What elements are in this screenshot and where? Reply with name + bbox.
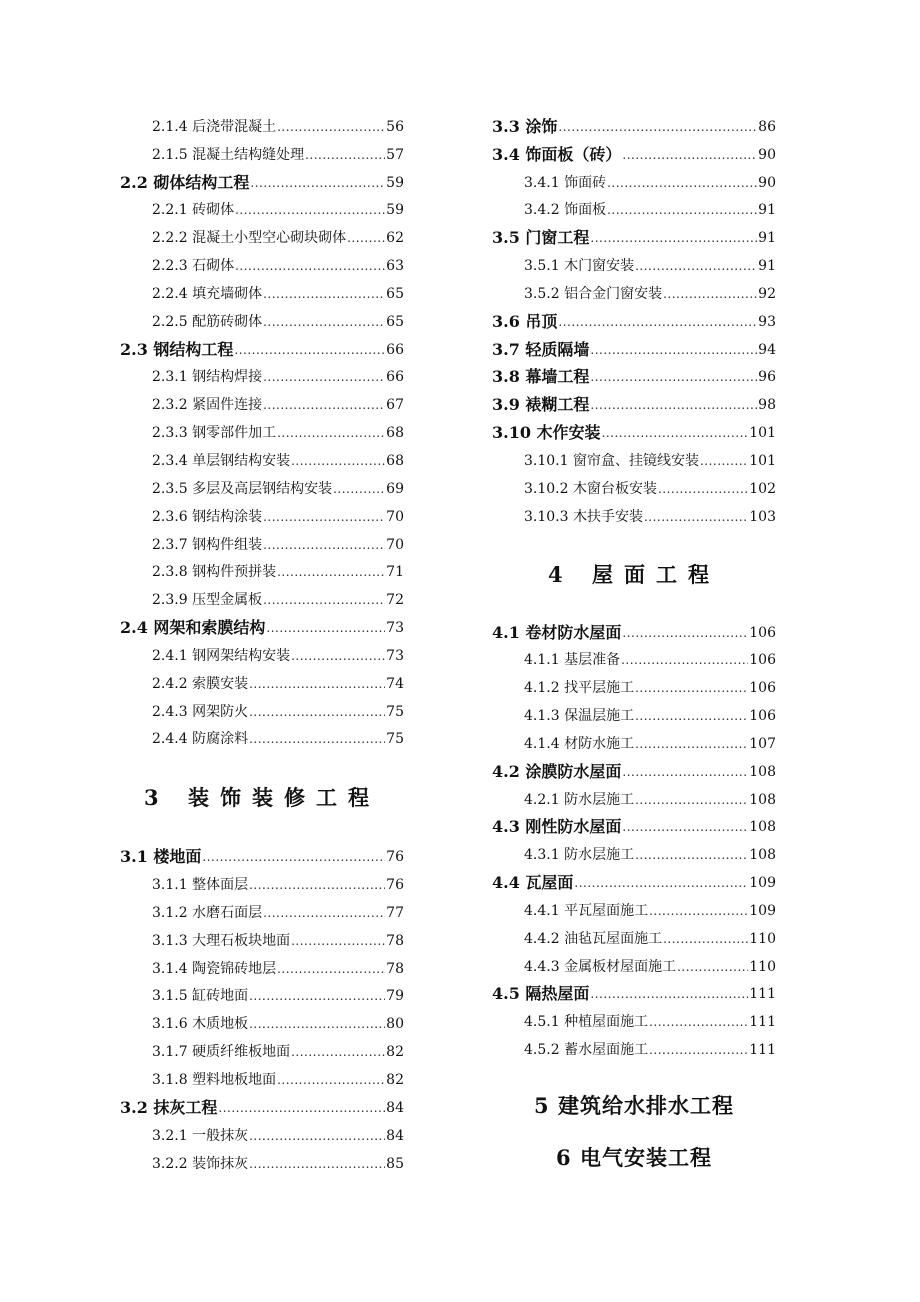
dot-leader <box>649 1015 748 1029</box>
toc-entry[interactable] <box>120 307 404 335</box>
toc-entry-page-number: 78 <box>386 932 404 949</box>
toc-entry[interactable] <box>492 502 776 530</box>
toc-entry-page-number: 92 <box>758 285 776 302</box>
toc-entry-page-number: 90 <box>758 146 776 163</box>
toc-entry[interactable] <box>120 725 404 753</box>
dot-leader <box>249 705 385 719</box>
toc-entry[interactable] <box>120 1037 404 1065</box>
dot-leader <box>291 454 385 468</box>
toc-entry[interactable] <box>492 646 776 674</box>
dot-leader <box>621 653 748 667</box>
toc-entry[interactable] <box>120 446 404 474</box>
toc-entry[interactable] <box>120 898 404 926</box>
toc-entry[interactable] <box>120 279 404 307</box>
toc-entry-title: 4.1.4 材防水施工 <box>524 735 635 752</box>
toc-entry[interactable] <box>492 140 776 168</box>
dot-leader <box>590 987 748 1001</box>
dot-leader <box>263 287 385 301</box>
toc-entry-title: 4.2.1 防水层施工 <box>524 791 635 808</box>
toc-entry-title: 3.2 抹灰工程 <box>120 1097 218 1117</box>
dot-leader <box>305 148 385 162</box>
dot-leader <box>249 677 385 691</box>
dot-leader <box>602 426 749 440</box>
toc-entry[interactable] <box>492 1035 776 1063</box>
toc-entry-page-number: 80 <box>386 1016 404 1033</box>
toc-entry[interactable] <box>492 390 776 418</box>
toc-entry-page-number: 109 <box>749 902 776 919</box>
toc-entry[interactable] <box>120 954 404 982</box>
toc-entry[interactable] <box>120 1149 404 1177</box>
toc-entry[interactable] <box>492 251 776 279</box>
dot-leader <box>266 621 385 635</box>
toc-entry[interactable] <box>120 251 404 279</box>
toc-entry-page-number: 66 <box>386 341 404 358</box>
toc-entry-title: 3.1.4 陶瓷锦砖地层 <box>152 960 277 977</box>
dot-leader <box>202 850 385 864</box>
toc-entry-page-number: 74 <box>386 675 404 692</box>
toc-entry-title: 2.4.4 防腐涂料 <box>152 731 249 748</box>
toc-entry-title: 4.5.2 蓄水屋面施工 <box>524 1042 649 1059</box>
toc-entry-title: 3.1.2 水磨石面层 <box>152 904 263 921</box>
dot-leader <box>235 203 385 217</box>
toc-entry[interactable] <box>120 363 404 391</box>
toc-entry[interactable] <box>492 840 776 868</box>
toc-entry-page-number: 82 <box>386 1072 404 1088</box>
toc-entry-title: 4.4 瓦屋面 <box>492 873 574 893</box>
toc-entry[interactable] <box>120 390 404 418</box>
dot-leader <box>649 1043 748 1057</box>
toc-entry[interactable] <box>120 140 404 168</box>
toc-entry-title: 4.4.3 金属板材屋面施工 <box>524 958 677 975</box>
toc-entry-title: 4.1.1 基层准备 <box>524 652 621 669</box>
toc-entry[interactable] <box>120 196 404 224</box>
toc-section-2 <box>120 112 404 752</box>
toc-entry-page-number: 76 <box>386 849 404 866</box>
toc-entry-title: 4.5 隔热屋面 <box>492 984 590 1004</box>
toc-entry-page-number: 106 <box>749 680 776 697</box>
toc-entry-title: 4.1 卷材防水屋面 <box>492 622 622 642</box>
toc-entry[interactable] <box>120 223 404 251</box>
toc-entry-title: 3.10.3 木扶手安装 <box>524 508 643 525</box>
dot-leader <box>347 231 385 245</box>
dot-leader <box>277 120 385 134</box>
toc-entry[interactable] <box>120 1121 404 1149</box>
toc-entry-title: 2.3.6 钢结构涂装 <box>152 508 263 525</box>
dot-leader <box>663 932 748 946</box>
toc-entry[interactable] <box>120 613 404 641</box>
toc-entry-title: 3.1.3 大理石板块地面 <box>152 932 291 949</box>
dot-leader <box>249 989 385 1003</box>
toc-entry-page-number: 91 <box>758 230 776 247</box>
toc-entry[interactable] <box>492 474 776 502</box>
toc-entry-title: 2.3 钢结构工程 <box>120 339 234 359</box>
toc-entry-page-number: 71 <box>386 564 404 581</box>
toc-entry[interactable] <box>492 701 776 729</box>
chapter-5-heading: 5 建筑给水排水工程 <box>534 1093 734 1119</box>
dot-leader <box>700 454 748 468</box>
toc-entry-page-number: 66 <box>386 369 404 386</box>
toc-entry-title: 3.3 涂饰 <box>492 116 558 136</box>
dot-leader <box>622 765 748 779</box>
dot-leader <box>649 904 748 918</box>
toc-entry-title: 2.4.2 索膜安装 <box>152 675 249 692</box>
toc-entry-title: 2.2 砌体结构工程 <box>120 172 250 192</box>
toc-entry-page-number: 101 <box>749 452 776 469</box>
toc-entry-title: 3.7 轻质隔墙 <box>492 339 590 359</box>
toc-entry-title: 3.1.5 缸砖地面 <box>152 988 249 1005</box>
dot-leader <box>218 1101 385 1115</box>
dot-leader <box>677 960 748 974</box>
toc-entry-title: 2.3.7 钢构件组装 <box>152 536 263 553</box>
toc-entry-title: 2.2.2 混凝土小型空心砌块砌体 <box>152 230 347 247</box>
toc-entry[interactable] <box>120 926 404 954</box>
toc-entry-page-number: 75 <box>386 731 404 748</box>
toc-entry[interactable] <box>492 112 776 140</box>
toc-entry[interactable] <box>492 335 776 363</box>
dot-leader <box>291 1045 385 1059</box>
chapter-4-heading: 4 屋面工程 <box>548 561 720 587</box>
toc-entry[interactable] <box>120 669 404 697</box>
toc-entry[interactable] <box>120 502 404 530</box>
toc-entry-title: 2.3.1 钢结构焊接 <box>152 369 263 386</box>
toc-entry[interactable] <box>120 168 404 196</box>
toc-entry-page-number: 72 <box>386 592 404 609</box>
toc-entry-page-number: 59 <box>386 202 404 219</box>
toc-entry-title: 3.5.1 木门窗安装 <box>524 258 635 275</box>
toc-entry[interactable] <box>120 585 404 613</box>
toc-entry-title: 3.8 幕墙工程 <box>492 367 590 387</box>
toc-entry-title: 4.2 涂膜防水屋面 <box>492 761 622 781</box>
toc-entry-page-number: 90 <box>758 174 776 191</box>
dot-leader <box>635 848 748 862</box>
toc-entry-page-number: 56 <box>386 118 404 135</box>
toc-entry-title: 3.5 门窗工程 <box>492 228 590 248</box>
toc-entry-title: 3.4.1 饰面砖 <box>524 174 607 191</box>
toc-entry-title: 3.1 楼地面 <box>120 847 202 867</box>
dot-leader <box>607 203 757 217</box>
toc-entry-page-number: 91 <box>758 258 776 275</box>
dot-leader <box>635 737 748 751</box>
toc-entry[interactable] <box>492 1007 776 1035</box>
toc-entry-page-number: 68 <box>386 452 404 469</box>
toc-entry-title: 4.4.2 油毡瓦屋面施工 <box>524 930 663 947</box>
toc-entry-page-number: 85 <box>386 1155 404 1172</box>
dot-leader <box>291 934 385 948</box>
toc-entry-page-number: 98 <box>758 397 776 414</box>
toc-entry-page-number: 62 <box>386 230 404 247</box>
toc-entry-title: 2.3.3 钢零部件加工 <box>152 425 277 442</box>
toc-entry-page-number: 78 <box>386 960 404 977</box>
toc-entry-title: 3.1.6 木质地板 <box>152 1016 249 1033</box>
toc-entry-title: 2.3.4 单层钢结构安装 <box>152 452 291 469</box>
toc-entry[interactable] <box>492 196 776 224</box>
toc-entry-title: 4.1.2 找平层施工 <box>524 680 635 697</box>
toc-entry-page-number: 110 <box>749 958 776 975</box>
toc-entry[interactable] <box>492 757 776 785</box>
toc-entry[interactable] <box>120 1009 404 1037</box>
dot-leader <box>622 148 757 162</box>
toc-entry[interactable] <box>120 558 404 586</box>
toc-entry-title: 4.3.1 防水层施工 <box>524 847 635 864</box>
dot-leader <box>249 732 385 746</box>
dot-leader <box>277 1073 385 1087</box>
toc-entry[interactable] <box>120 530 404 558</box>
toc-entry-page-number: 77 <box>386 904 404 921</box>
toc-entry-title: 4.4.1 平瓦屋面施工 <box>524 902 649 919</box>
toc-entry-page-number: 102 <box>749 480 776 497</box>
toc-entry-page-number: 108 <box>749 791 776 808</box>
toc-entry-page-number: 106 <box>749 708 776 725</box>
dot-leader <box>234 343 385 357</box>
toc-entry[interactable] <box>120 418 404 446</box>
toc-entry[interactable] <box>120 335 404 363</box>
toc-entry-page-number: 70 <box>386 536 404 553</box>
dot-leader <box>263 538 385 552</box>
toc-entry-title: 3.2.1 一般抹灰 <box>152 1127 249 1144</box>
toc-entry[interactable] <box>492 896 776 924</box>
dot-leader <box>590 398 757 412</box>
toc-entry-page-number: 76 <box>386 877 404 894</box>
dot-leader <box>574 876 748 890</box>
toc-entry-title: 3.10 木作安装 <box>492 423 601 443</box>
dot-leader <box>590 370 757 384</box>
toc-entry-page-number: 70 <box>386 508 404 525</box>
dot-leader <box>635 259 757 273</box>
dot-leader <box>263 593 385 607</box>
toc-entry[interactable] <box>120 641 404 669</box>
toc-entry-page-number: 96 <box>758 369 776 386</box>
dot-leader <box>263 398 385 412</box>
toc-entry-title: 2.2.1 砖砌体 <box>152 202 235 219</box>
chapter-6-heading: 6 电气安装工程 <box>556 1145 712 1171</box>
dot-leader <box>622 626 748 640</box>
toc-entry[interactable] <box>120 1093 404 1121</box>
dot-leader <box>277 426 385 440</box>
dot-leader <box>590 343 757 357</box>
dot-leader <box>263 906 385 920</box>
toc-entry-page-number: 59 <box>386 174 404 191</box>
toc-entry-title: 3.1.8 塑料地板地面 <box>152 1072 277 1088</box>
toc-entry-title: 2.3.2 紧固件连接 <box>152 397 263 414</box>
toc-entry-title: 3.2.2 装饰抹灰 <box>152 1155 249 1172</box>
dot-leader <box>635 793 748 807</box>
dot-leader <box>658 482 748 496</box>
toc-entry-title: 4.3 刚性防水屋面 <box>492 817 622 837</box>
toc-entry-title: 3.1.7 硬质纤维板地面 <box>152 1044 291 1061</box>
toc-entry[interactable] <box>120 697 404 725</box>
toc-entry-title: 4.1.3 保温层施工 <box>524 708 635 725</box>
toc-section-3 <box>120 842 404 1176</box>
toc-entry[interactable] <box>120 1065 404 1093</box>
toc-entry-page-number: 106 <box>749 624 776 641</box>
dot-leader <box>663 287 757 301</box>
toc-entry[interactable] <box>120 982 404 1010</box>
toc-entry-page-number: 65 <box>386 313 404 330</box>
dot-leader <box>235 259 385 273</box>
toc-entry-page-number: 84 <box>386 1127 404 1144</box>
toc-entry-page-number: 111 <box>749 1042 776 1059</box>
dot-leader <box>249 878 385 892</box>
toc-entry-title: 2.3.8 钢构件预拼装 <box>152 564 277 581</box>
toc-column-left <box>120 112 404 1177</box>
toc-entry[interactable] <box>492 673 776 701</box>
toc-entry[interactable] <box>492 980 776 1008</box>
toc-entry-title: 4.5.1 种植屋面施工 <box>524 1014 649 1031</box>
toc-entry-title: 2.3.5 多层及高层钢结构安装 <box>152 480 333 497</box>
toc-entry[interactable] <box>492 729 776 757</box>
dot-leader <box>277 962 385 976</box>
dot-leader <box>622 820 748 834</box>
toc-entry-title: 3.10.1 窗帘盒、挂镜线安装 <box>524 452 699 469</box>
toc-entry-title: 3.4 饰面板（砖） <box>492 144 622 164</box>
toc-entry[interactable] <box>492 223 776 251</box>
dot-leader <box>607 176 757 190</box>
toc-entry-page-number: 109 <box>749 875 776 892</box>
toc-column-right <box>492 112 776 1177</box>
toc-entry-title: 3.4.2 饰面板 <box>524 202 607 219</box>
toc-entry-page-number: 63 <box>386 258 404 275</box>
toc-entry-page-number: 103 <box>749 508 776 525</box>
toc-entry[interactable] <box>492 446 776 474</box>
toc-entry-page-number: 82 <box>386 1044 404 1061</box>
toc-entry-page-number: 75 <box>386 703 404 720</box>
dot-leader <box>250 176 385 190</box>
toc-entry[interactable] <box>492 418 776 446</box>
toc-entry[interactable] <box>120 870 404 898</box>
toc-entry-title: 2.3.9 压型金属板 <box>152 592 263 609</box>
toc-entry-title: 3.5.2 铝合金门窗安装 <box>524 285 663 302</box>
toc-entry-page-number: 65 <box>386 285 404 302</box>
toc-entry-page-number: 91 <box>758 202 776 219</box>
toc-entry-page-number: 110 <box>749 930 776 947</box>
toc-entry[interactable] <box>492 618 776 646</box>
toc-entry[interactable] <box>492 279 776 307</box>
dot-leader <box>333 482 385 496</box>
toc-section-3-cont <box>492 112 776 530</box>
toc-entry[interactable] <box>492 952 776 980</box>
toc-entry-page-number: 107 <box>749 735 776 752</box>
toc-section-4 <box>492 618 776 1064</box>
toc-entry-title: 2.4.1 钢网架结构安装 <box>152 647 291 664</box>
toc-entry-page-number: 108 <box>749 819 776 836</box>
toc-entry-title: 2.4 网架和索膜结构 <box>120 618 266 638</box>
toc-entry-title: 2.1.5 混凝土结构缝处理 <box>152 146 305 163</box>
toc-entry-title: 3.9 裱糊工程 <box>492 395 590 415</box>
toc-entry-title: 2.2.4 填充墙砌体 <box>152 285 263 302</box>
toc-entry-title: 3.10.2 木窗台板安装 <box>524 480 657 497</box>
toc-entry[interactable] <box>120 842 404 870</box>
toc-entry-page-number: 73 <box>386 647 404 664</box>
chapter-3-heading: 3 装饰装修工程 <box>144 785 380 811</box>
dot-leader <box>590 231 757 245</box>
dot-leader <box>635 681 748 695</box>
toc-entry-page-number: 106 <box>749 652 776 669</box>
toc-entry-title: 2.4.3 网架防火 <box>152 703 249 720</box>
dot-leader <box>249 1157 385 1171</box>
toc-entry-page-number: 73 <box>386 620 404 637</box>
dot-leader <box>263 370 385 384</box>
toc-entry-page-number: 67 <box>386 397 404 414</box>
toc-entry-title: 2.2.5 配筋砖砌体 <box>152 313 263 330</box>
toc-entry-page-number: 79 <box>386 988 404 1005</box>
toc-entry[interactable] <box>492 307 776 335</box>
toc-entry-page-number: 108 <box>749 847 776 864</box>
dot-leader <box>249 1017 385 1031</box>
toc-entry-title: 2.1.4 后浇带混凝土 <box>152 118 277 135</box>
dot-leader <box>263 315 385 329</box>
toc-entry-page-number: 101 <box>749 425 776 442</box>
toc-entry-page-number: 69 <box>386 480 404 497</box>
toc-entry-page-number: 111 <box>749 986 776 1003</box>
toc-entry-title: 3.6 吊顶 <box>492 311 558 331</box>
toc-entry-page-number: 57 <box>386 146 404 163</box>
toc-entry-page-number: 84 <box>386 1099 404 1116</box>
toc-entry[interactable] <box>492 168 776 196</box>
toc-entry[interactable] <box>120 474 404 502</box>
dot-leader <box>558 315 757 329</box>
dot-leader <box>277 565 385 579</box>
toc-entry-page-number: 111 <box>749 1014 776 1031</box>
toc-entry[interactable] <box>492 785 776 813</box>
toc-entry-title: 3.1.1 整体面层 <box>152 877 249 894</box>
toc-entry-page-number: 68 <box>386 425 404 442</box>
toc-entry-page-number: 108 <box>749 763 776 780</box>
toc-entry[interactable] <box>492 363 776 391</box>
dot-leader <box>558 120 757 134</box>
dot-leader <box>644 510 748 524</box>
dot-leader <box>263 510 385 524</box>
toc-entry-page-number: 86 <box>758 118 776 135</box>
toc-entry[interactable] <box>120 112 404 140</box>
dot-leader <box>291 649 385 663</box>
toc-entry-title: 2.2.3 石砌体 <box>152 258 235 275</box>
toc-entry-page-number: 94 <box>758 341 776 358</box>
toc-entry-page-number: 93 <box>758 313 776 330</box>
toc-entry[interactable] <box>492 813 776 841</box>
dot-leader <box>249 1129 385 1143</box>
toc-entry[interactable] <box>492 924 776 952</box>
dot-leader <box>635 709 748 723</box>
toc-entry[interactable] <box>492 868 776 896</box>
